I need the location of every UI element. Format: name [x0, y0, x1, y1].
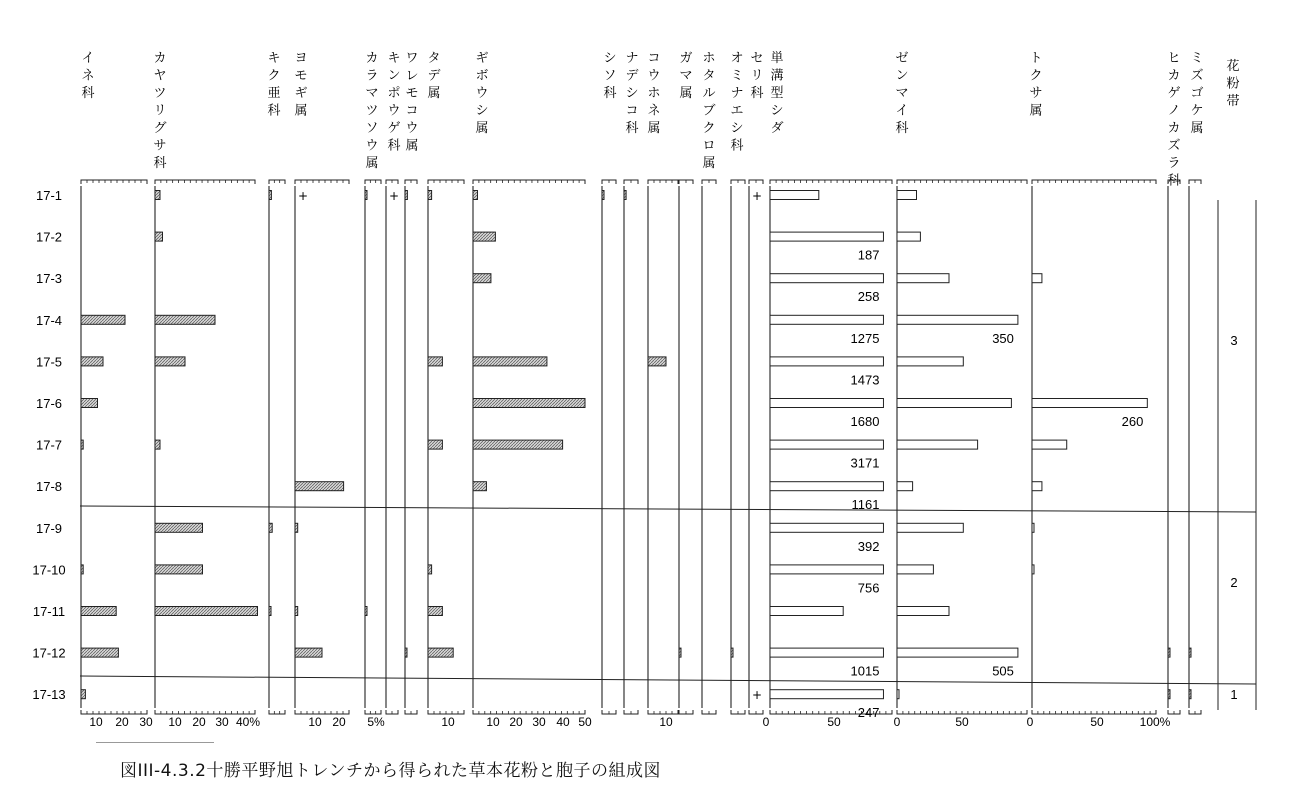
taxon-header-char: ウ	[475, 86, 489, 101]
data-bar	[269, 607, 271, 616]
taxon-header-char: ロ	[702, 138, 716, 154]
axis-tick-label: 10	[441, 715, 455, 729]
taxon-header-char: セ	[750, 51, 764, 66]
zone-label: 2	[1230, 575, 1238, 590]
data-bar	[295, 648, 322, 657]
axis-tick-label: 100%	[1139, 715, 1171, 729]
data-bar	[648, 357, 666, 366]
taxon-header-char: コ	[405, 103, 419, 119]
data-bar	[770, 523, 883, 532]
taxon-header-char: マ	[679, 68, 693, 84]
taxon-header-char: ナ	[730, 86, 744, 101]
taxon-header-char: イ	[81, 51, 95, 66]
data-bar	[1189, 648, 1191, 657]
data-bar	[897, 565, 933, 574]
scale-bracket-bottom	[269, 710, 285, 714]
taxon-header-char: リ	[153, 103, 167, 119]
taxon-header-char: ノ	[1167, 103, 1181, 119]
axis-tick-label: 0	[1026, 715, 1034, 729]
taxon-header-char: ラ	[365, 68, 379, 84]
data-bar	[155, 565, 203, 574]
taxon-header-char: ヒ	[1167, 51, 1181, 66]
taxon-header-char: ゴ	[1190, 86, 1204, 101]
sample-label: 17-10	[32, 562, 66, 578]
axis-tick-label: 50	[827, 715, 841, 729]
caption-rule	[96, 742, 214, 743]
taxon-header-char: 科	[603, 86, 617, 101]
taxon-header-char: ブ	[702, 103, 716, 119]
data-bar	[428, 648, 453, 657]
data-bar	[155, 232, 163, 241]
data-bar	[679, 648, 681, 657]
data-bar	[897, 315, 1018, 324]
data-bar	[473, 482, 486, 491]
data-bar	[155, 523, 203, 532]
data-bar	[770, 482, 883, 491]
data-bar	[155, 357, 185, 366]
count-label: 1473	[850, 372, 880, 388]
scale-bracket-top	[81, 180, 147, 184]
data-bar	[897, 274, 949, 283]
axis-tick-label: 10	[89, 715, 103, 729]
count-label: 258	[857, 289, 880, 305]
axis-tick-label: 10	[486, 715, 500, 729]
data-bar	[1032, 523, 1034, 532]
data-bar	[770, 607, 843, 616]
sample-label: 17-13	[32, 687, 66, 703]
data-bar	[1032, 482, 1042, 491]
taxon-header-char: カ	[153, 51, 167, 66]
axis-tick-label: 50	[578, 715, 592, 729]
taxon-header-char: シ	[625, 86, 639, 101]
taxon-header-char: グ	[153, 121, 167, 136]
taxon-header-char: 型	[770, 86, 784, 101]
count-label: 1161	[851, 497, 880, 513]
taxon-header-char: ウ	[365, 138, 379, 154]
taxon-header-char: シ	[603, 51, 617, 66]
data-bar	[405, 648, 407, 657]
taxon-header-char: ウ	[387, 103, 401, 119]
data-bar	[428, 440, 442, 449]
taxon-header-char: 属	[679, 86, 693, 101]
data-bar	[428, 565, 432, 574]
taxon-header-char: ギ	[475, 51, 489, 66]
axis-tick-label: 40	[556, 715, 570, 729]
axis-tick-label: 30	[139, 715, 153, 729]
taxon-header-char: ネ	[81, 68, 95, 84]
taxon-header-char: ウ	[647, 68, 661, 84]
sample-label: 17-3	[35, 271, 63, 287]
axis-tick-label: 30	[532, 715, 546, 729]
taxon-header-char: ヤ	[153, 68, 167, 84]
data-bar	[473, 274, 491, 283]
scale-bracket-top	[1032, 180, 1156, 184]
data-bar	[473, 357, 547, 366]
axis-tick-label: 20	[509, 715, 523, 729]
data-bar	[1032, 565, 1034, 574]
scale-bracket-bottom	[473, 710, 585, 714]
axis-tick-label: 5%	[367, 715, 385, 729]
sample-label: 17-12	[32, 645, 66, 661]
data-bar	[770, 232, 883, 241]
data-bar	[1168, 690, 1170, 699]
data-bar	[405, 191, 407, 200]
taxon-header-char: タ	[702, 68, 716, 84]
axis-tick-label: 10	[168, 715, 182, 729]
taxon-header-char: 属	[365, 156, 379, 171]
data-bar	[770, 565, 883, 574]
scale-bracket-bottom	[1032, 710, 1156, 714]
taxon-header-char: リ	[750, 68, 764, 84]
taxon-header-char: 科	[1167, 173, 1181, 189]
taxon-header-char: ダ	[770, 121, 784, 136]
count-label: 756	[857, 580, 880, 596]
taxon-header-char: ゼ	[895, 51, 909, 66]
taxon-header-char: カ	[1167, 68, 1181, 84]
taxon-header-char: ズ	[1167, 138, 1181, 154]
scale-bracket-bottom	[81, 710, 147, 714]
data-bar	[897, 523, 963, 532]
axis-tick-label: 50	[955, 715, 969, 729]
taxon-header-char: ネ	[647, 103, 661, 119]
count-label: 1015	[850, 663, 880, 679]
taxon-header-char: 属	[647, 121, 661, 136]
data-bar	[295, 523, 298, 532]
data-bar	[1189, 690, 1191, 699]
zone-header-char: 花	[1226, 59, 1240, 74]
data-bar	[770, 191, 819, 200]
taxon-header-char: ホ	[702, 51, 716, 66]
taxon-header-char: 属	[405, 138, 419, 154]
data-bar	[428, 607, 442, 616]
scale-bracket-top	[155, 180, 255, 184]
taxon-header-char: 属	[1029, 103, 1043, 119]
data-bar	[897, 440, 978, 449]
data-bar	[897, 607, 949, 616]
taxon-header-char: 科	[895, 121, 909, 136]
sample-label: 17-5	[35, 354, 63, 370]
data-bar	[897, 191, 917, 200]
taxon-header-char: カ	[1167, 121, 1181, 136]
scale-bracket-top	[269, 180, 285, 184]
data-bar	[770, 690, 883, 699]
data-bar	[770, 440, 883, 449]
taxon-header-char: ラ	[1167, 156, 1181, 171]
axis-tick-label: 0	[762, 715, 770, 729]
taxon-header-char: ク	[702, 121, 716, 136]
data-bar	[155, 607, 258, 616]
data-bar	[1032, 399, 1147, 408]
data-bar	[770, 357, 883, 366]
data-bar	[897, 690, 899, 699]
taxon-header-char: ン	[895, 68, 909, 84]
taxon-header-char: ク	[1029, 68, 1043, 84]
count-label: 350	[992, 330, 1014, 346]
taxon-header-char: 属	[294, 103, 308, 119]
present-mark: +	[751, 189, 763, 203]
taxon-header-char: ツ	[153, 86, 167, 101]
taxon-header-char: タ	[427, 51, 441, 66]
count-label: 392	[857, 538, 880, 554]
data-bar	[1032, 274, 1042, 283]
taxon-header-char: マ	[895, 86, 909, 101]
data-bar	[428, 357, 442, 366]
data-bar	[897, 232, 920, 241]
taxon-header-char: ホ	[647, 86, 661, 101]
axis-tick-label: 0	[893, 715, 901, 729]
taxon-header-char: レ	[405, 68, 419, 84]
scale-bracket-bottom	[648, 710, 678, 714]
data-bar	[770, 274, 883, 283]
taxon-header-char: 単	[770, 51, 784, 66]
taxon-header-char: 科	[81, 86, 95, 101]
taxon-header-char: マ	[365, 86, 379, 101]
count-label: 187	[857, 247, 880, 263]
taxon-header-char: 属	[427, 86, 441, 101]
taxon-header-char: デ	[625, 68, 639, 84]
taxon-header-char: ク	[267, 68, 281, 84]
taxon-header-char: イ	[895, 103, 909, 119]
taxon-header-char: ル	[702, 86, 716, 101]
taxon-header-char: ギ	[294, 86, 308, 101]
taxon-header-char: オ	[730, 51, 744, 66]
taxon-header-char: モ	[294, 68, 308, 84]
zone-label: 3	[1230, 333, 1238, 348]
sample-label: 17-4	[35, 312, 63, 328]
zone-header-char: 帯	[1226, 94, 1240, 109]
data-bar	[155, 315, 215, 324]
axis-tick-label: 30	[215, 715, 229, 729]
taxon-header-char: コ	[647, 51, 661, 66]
taxon-header-char: カ	[365, 51, 379, 66]
taxon-header-char: ミ	[730, 68, 744, 84]
data-bar	[155, 440, 160, 449]
scale-bracket-top	[648, 180, 678, 184]
scale-bracket-bottom	[295, 710, 349, 714]
taxon-header-char: 科	[267, 103, 281, 119]
axis-tick-label: 20	[115, 715, 129, 729]
taxon-header-char: 溝	[770, 68, 784, 84]
data-bar	[770, 315, 883, 324]
axis-tick-label: 10	[308, 715, 322, 729]
sample-label: 17-6	[35, 396, 63, 411]
taxon-header-char: シ	[475, 103, 489, 119]
data-bar	[81, 607, 116, 616]
count-label: 260	[1121, 414, 1144, 429]
data-bar	[731, 648, 733, 657]
data-bar	[624, 191, 626, 200]
data-bar	[269, 523, 272, 532]
taxon-header-char: ボ	[475, 68, 489, 84]
taxon-header-char: ゲ	[1167, 86, 1181, 101]
taxon-header-char: ヨ	[294, 51, 308, 66]
present-mark: +	[388, 189, 400, 203]
data-bar	[770, 399, 883, 408]
data-bar	[295, 607, 298, 616]
taxon-header-char: ソ	[603, 68, 617, 84]
axis-tick-label: 50	[1090, 715, 1104, 729]
taxon-header-char: ワ	[405, 51, 419, 66]
data-bar	[897, 357, 963, 366]
taxon-header-char: 亜	[267, 86, 281, 101]
taxon-header-char: モ	[405, 86, 419, 101]
taxon-header-char: エ	[730, 103, 744, 119]
scale-bracket-top	[365, 180, 381, 184]
data-bar	[81, 690, 85, 699]
taxon-header-char: 科	[625, 121, 639, 136]
count-label: 247	[857, 705, 880, 721]
taxon-header-char: ナ	[625, 51, 639, 66]
data-bar	[473, 399, 585, 408]
sample-label: 17-11	[32, 604, 66, 619]
sample-label: 17-1	[35, 188, 63, 203]
scale-bracket-bottom	[155, 710, 255, 714]
taxon-header-char: ト	[1029, 51, 1043, 66]
sample-label: 17-2	[35, 229, 63, 245]
data-bar	[81, 565, 83, 574]
taxon-header-char: 科	[730, 138, 744, 154]
data-bar	[897, 482, 913, 491]
axis-tick-label: 20	[192, 715, 206, 729]
taxon-header-char: シ	[730, 121, 744, 136]
data-bar	[1032, 440, 1067, 449]
zone-boundary-line	[80, 506, 1256, 512]
taxon-header-char: ズ	[1190, 68, 1204, 84]
taxon-header-char: ミ	[1190, 51, 1204, 66]
taxon-header-char: シ	[770, 103, 784, 119]
data-bar	[365, 607, 367, 616]
data-bar	[155, 191, 160, 200]
taxon-header-char: 科	[387, 138, 401, 154]
data-bar	[81, 648, 118, 657]
taxon-header-char: 科	[153, 156, 167, 171]
sample-label: 17-7	[35, 437, 63, 453]
zone-label: 1	[1230, 687, 1238, 702]
count-label: 505	[992, 663, 1014, 679]
data-bar	[602, 191, 604, 200]
data-bar	[897, 648, 1018, 657]
taxon-header-char: ツ	[365, 103, 379, 119]
taxon-header-char: ゲ	[387, 121, 401, 136]
axis-tick-label: 20	[332, 715, 346, 729]
taxon-header-char: デ	[427, 68, 441, 84]
taxon-header-char: ガ	[679, 51, 693, 66]
present-mark: +	[297, 189, 309, 203]
taxon-header-char: キ	[387, 51, 401, 66]
data-bar	[81, 315, 125, 324]
data-bar	[81, 440, 83, 449]
taxon-header-char: ソ	[365, 121, 379, 136]
data-bar	[473, 232, 495, 241]
data-bar	[1168, 648, 1170, 657]
taxon-header-char: ン	[387, 68, 401, 84]
figure-caption: 図III-4.3.2十勝平野旭トレンチから得られた草本花粉と胞子の組成図	[120, 761, 662, 781]
zone-header-char: 粉	[1226, 76, 1240, 92]
taxon-header-char: サ	[1029, 86, 1043, 101]
count-label: 1680	[850, 414, 880, 429]
count-label: 1275	[850, 330, 880, 346]
data-bar	[295, 482, 344, 491]
data-bar	[365, 191, 367, 200]
taxon-header-char: キ	[267, 51, 281, 66]
taxon-header-char: 属	[475, 121, 489, 136]
present-mark: +	[751, 688, 763, 703]
taxon-header-char: サ	[153, 138, 167, 154]
data-bar	[770, 648, 883, 657]
scale-bracket-top	[295, 180, 349, 184]
axis-tick-label: 10	[659, 715, 673, 729]
data-bar	[473, 440, 563, 449]
taxon-header-char: 属	[702, 156, 716, 171]
data-bar	[81, 357, 103, 366]
taxon-header-char: ポ	[387, 86, 401, 101]
data-bar	[269, 191, 271, 200]
scale-bracket-top	[473, 180, 585, 184]
count-label: 3171	[850, 455, 880, 471]
zone-boundary-line	[80, 676, 1256, 684]
taxon-header-char: コ	[625, 103, 639, 119]
taxon-header-char: ケ	[1190, 103, 1204, 119]
sample-label: 17-9	[35, 520, 63, 536]
taxon-header-char: 科	[750, 86, 764, 101]
taxon-header-char: 属	[1190, 121, 1204, 136]
axis-tick-label: 40%	[235, 715, 261, 729]
sample-label: 17-8	[35, 479, 63, 495]
taxon-header-char: ウ	[405, 121, 419, 136]
data-bar	[81, 399, 98, 408]
data-bar	[428, 191, 432, 200]
data-bar	[897, 399, 1011, 408]
scale-bracket-bottom	[365, 710, 381, 714]
data-bar	[473, 191, 477, 200]
